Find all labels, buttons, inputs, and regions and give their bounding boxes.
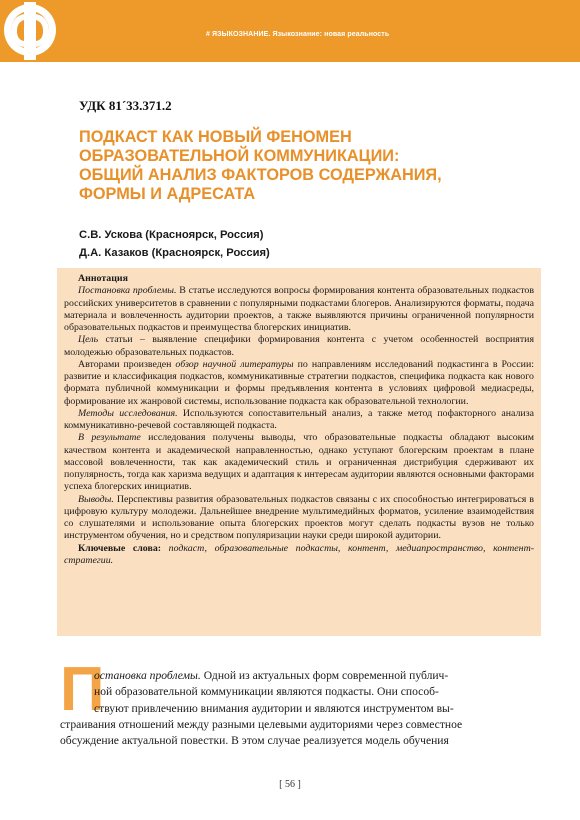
abstract-paragraph: Авторами произведен обзор научной литературы по направлениям исследований подкастинга в России: развитие и классификация подкастов, коммуникативные стратегии подкастов, специфика подкаста как нового формата публичной коммуникации и формы предъявления контента в условиях цифровой медиасреды, формирование их жанровой системы, использование подкаста как образовательной технологии. — [64, 358, 534, 407]
keywords-label: Ключевые слова: — [78, 542, 162, 554]
abstract-label: Выводы. — [78, 493, 114, 505]
abstract-label: обзор научной литературы — [175, 358, 294, 370]
abstract-label: Методы исследования. — [78, 407, 178, 419]
abstract-heading: Аннотация — [78, 273, 128, 284]
author-list — [79, 226, 270, 262]
title-line: ФОРМЫ И АДРЕСАТА — [79, 185, 256, 203]
journal-header-bar — [0, 0, 580, 62]
title-line: ОБЩИЙ АНАЛИЗ ФАКТОРОВ СОДЕРЖАНИЯ, — [79, 166, 442, 184]
body-line: обсуждение актуальной повестки. В этом случае реализуется модель обучения — [60, 734, 449, 748]
author: Д.А. Казаков (Красноярск, Россия) — [79, 247, 270, 259]
body-line: остановка проблемы. Одной из актуальных форм современной публич- — [94, 669, 449, 682]
body-line: ствуют привлечению внимания аудитории и являются инструментом вы- — [94, 701, 454, 715]
body-line: страивания отношений между разными целевыми аудиториями через совместное — [60, 717, 463, 731]
journal-section-line: # ЯЗЫКОЗНАНИЕ. Языкознание: новая реальность — [206, 31, 390, 38]
body-line: ной образовательной коммуникации являются подкасты. Они способ- — [94, 685, 439, 699]
title-line: ПОДКАСТ КАК НОВЫЙ ФЕНОМЕН — [79, 128, 352, 146]
journal-phi-logo-icon — [0, 0, 66, 62]
title-line: ОБРАЗОВАТЕЛЬНОЙ КОММУНИКАЦИИ: — [79, 147, 400, 165]
abstract-paragraph: В результате исследования получены выводы, что образовательные подкасты обладают высоким качеством контента и академической направленностью, однако уступают блогерским проектам в плане массовой вовлеченности, так как академический стиль и ограниченная дистрибуция сдерживают их популярность, тогда как харизма ведущих и адаптация к интересам аудитории являются основными факторами успеха блогерских инициатив. — [64, 432, 535, 493]
udc-code: УДК 81´33.371.2 — [79, 98, 172, 113]
drop-cap: П — [60, 655, 105, 724]
abstract-paragraph: Методы исследования. Используются сопоставительный анализ, а также метод пофакторного анализа коммуникативно-речевой составляющей подкаста. — [64, 407, 534, 431]
article-body — [60, 668, 524, 749]
page-number: [ 56 ] — [279, 779, 301, 790]
abstract-paragraph: Цель статьи – выявление специфики формирования контента с учетом особенностей восприятия молодежью образовательных подкастов. — [64, 334, 534, 358]
abstract-label: В результате — [78, 432, 141, 444]
author: С.В. Ускова (Красноярск, Россия) — [79, 229, 264, 241]
keywords-list: подкаст, образовательные подкасты, контент, медиапространство, контент-стратегии. — [64, 542, 534, 566]
abstract-paragraph: Постановка проблемы. В статье исследуются вопросы формирования контента образовательных подкастов российских университетов в сравнении с популярными подкастами блогеров. Анализируются форматы, подача материала и вовлеченность аудитории проектов, а также выявляются причины ограниченной популярности образовательных подкастов и преимущества блогерских инициатив. — [64, 285, 534, 333]
abstract-label: Постановка проблемы. — [78, 285, 177, 297]
abstract — [64, 273, 534, 567]
keywords — [64, 543, 534, 568]
article-title — [79, 128, 539, 204]
abstract-paragraph: Выводы. Перспективы развития образовательных подкастов связаны с их способностью интегрироваться в цифровую культуру молодежи. Дальнейшее внедрение мультимедийных форматов, усиление взаимодействия со слушателями и использование опыта блогерских проектов могут сделать подкасты вузов не только инструментом обучения, но и средством популяризации науки среди широкой аудитории. — [64, 493, 534, 542]
abstract-label: Цель — [78, 334, 99, 346]
